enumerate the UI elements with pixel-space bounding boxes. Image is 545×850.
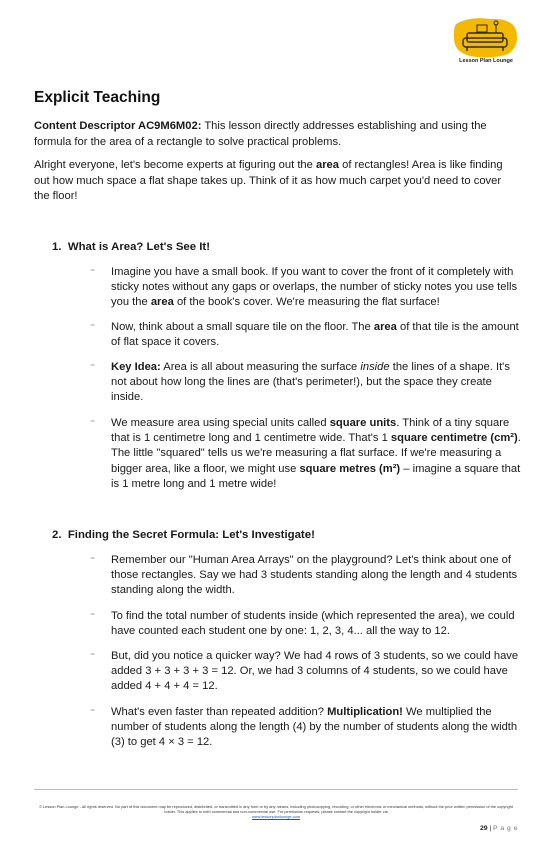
item-text: We measure area using special units called	[111, 417, 330, 429]
bullet-marker: ⁻	[90, 362, 96, 373]
section-1-number: 1.	[52, 241, 62, 253]
list-item	[111, 705, 521, 751]
item-text: the lines of a shape. It's not about how long the lines are (that's perimeter!), but the space they create inside.	[111, 361, 510, 404]
list-item	[111, 609, 521, 639]
intro-bold-area: area	[315, 159, 340, 171]
page-label: P a g e	[493, 825, 518, 832]
item-text: Area is all about measuring the surface	[160, 361, 361, 373]
item-bold: area	[373, 321, 397, 333]
item-text: of that tile is the amount of flat space it covers.	[111, 321, 519, 349]
item-text: . The little "squared" tells us we're measuring a flat surface. If we're measuring a bigger area, like a floor, we might use	[111, 432, 521, 475]
bullet-marker: ⁻	[90, 322, 96, 333]
descriptor-label: Content Descriptor AC9M6M02:	[34, 120, 202, 132]
intro-paragraph	[34, 158, 518, 205]
lounge-sofa-icon	[450, 16, 522, 60]
bullet-marker: ⁻	[90, 418, 96, 429]
list-item	[111, 360, 521, 406]
list-item	[111, 265, 521, 311]
page-separator: |	[487, 825, 494, 832]
item-text: Imagine you have a small book. If you want to cover the front of it completely with sticky notes without any gaps or overlaps, the number of sticky notes you use tells you the	[111, 266, 518, 309]
section-2-number: 2.	[52, 529, 62, 541]
item-bold: square centimetre (cm²)	[390, 432, 518, 445]
content-descriptor	[34, 119, 518, 150]
item-text: To find the total number of students inside (which represented the area), we could have counted each student one by one: 1, 2, 3, 4... all the way to 12.	[111, 610, 515, 638]
intro-text-2: of rectangles! Area is like finding out how much space a flat shape takes up. Think of it as how much carpet you'd need to cover the floor!	[34, 159, 503, 202]
section-2-title: Finding the Secret Formula: Let's Investigate!	[67, 529, 315, 541]
section-1-title: What is Area? Let's See It!	[67, 241, 211, 253]
brand-name: Lesson Plan Lounge	[459, 58, 513, 64]
item-italic: inside	[360, 361, 390, 373]
bullet-marker: ⁻	[90, 707, 96, 718]
item-bold: area	[150, 296, 174, 309]
item-text: – imagine a square that is 1 metre long and 1 metre wide!	[111, 462, 521, 490]
item-text: of the book's cover. We're measuring the flat surface!	[173, 296, 440, 309]
item-text: Remember our "Human Area Arrays" on the playground? Let's think about one of those rectangles. Say we had 3 students standing along the length and 4 students standing along the width.	[111, 554, 518, 597]
item-bold: square units	[329, 417, 397, 429]
page-heading: Explicit Teaching	[34, 89, 161, 106]
bullet-marker: ⁻	[90, 651, 96, 662]
section-2-heading	[52, 529, 315, 541]
website-link[interactable]: www.lessonplanlounge.com	[251, 814, 300, 820]
list-item	[111, 553, 521, 599]
bullet-marker: ⁻	[90, 555, 96, 566]
descriptor-text: This lesson directly addresses establishing and using the formula for the area of a rectangle to solve practical problems.	[34, 120, 487, 148]
footer-divider	[34, 789, 518, 790]
bullet-marker: ⁻	[90, 267, 96, 278]
list-item	[111, 320, 521, 350]
item-text: We multiplied the number of students along the length (4) by the number of students along the width (3) to get 4 × 3 = 12.	[111, 706, 518, 749]
item-bold: Multiplication!	[327, 706, 403, 718]
item-text: . Think of a tiny square that is 1 centimetre long and 1 centimetre wide. That's 1	[111, 417, 510, 445]
item-bold: Key Idea:	[111, 361, 161, 373]
intro-text-1: Alright everyone, let's become experts at figuring out the	[34, 159, 316, 171]
item-text: But, did you notice a quicker way? We had 4 rows of 3 students, so we could have added 3 + 3 + 3 + 3 = 12. Or, we had 3 columns of 4 students, so we could have added 4 + 4 + 4 = 12.	[111, 650, 519, 693]
page-number	[440, 825, 518, 832]
section-1-heading	[52, 241, 210, 253]
bullet-marker: ⁻	[90, 611, 96, 622]
list-item	[111, 649, 521, 695]
item-text: What's even faster than repeated addition?	[111, 706, 328, 718]
item-bold: square metres (m²)	[299, 462, 401, 475]
footer-copyright	[34, 804, 518, 820]
item-text: Now, think about a small square tile on the floor. The	[111, 321, 374, 333]
list-item	[111, 416, 521, 492]
copyright-text: © Lesson Plan Lounge - All rights reserved. No part of this document may be reproduced, distributed, or transmitted in any form or by any means, including photocopying, recording, or other electronic or mechanical methods, without the prior written permission of the copyright holder. This applies to both commercial and non-commercial use. For permission requests, please contact the copyright holder via	[39, 804, 513, 815]
page-number-value: 29	[479, 825, 488, 832]
brand-logo	[450, 16, 522, 70]
